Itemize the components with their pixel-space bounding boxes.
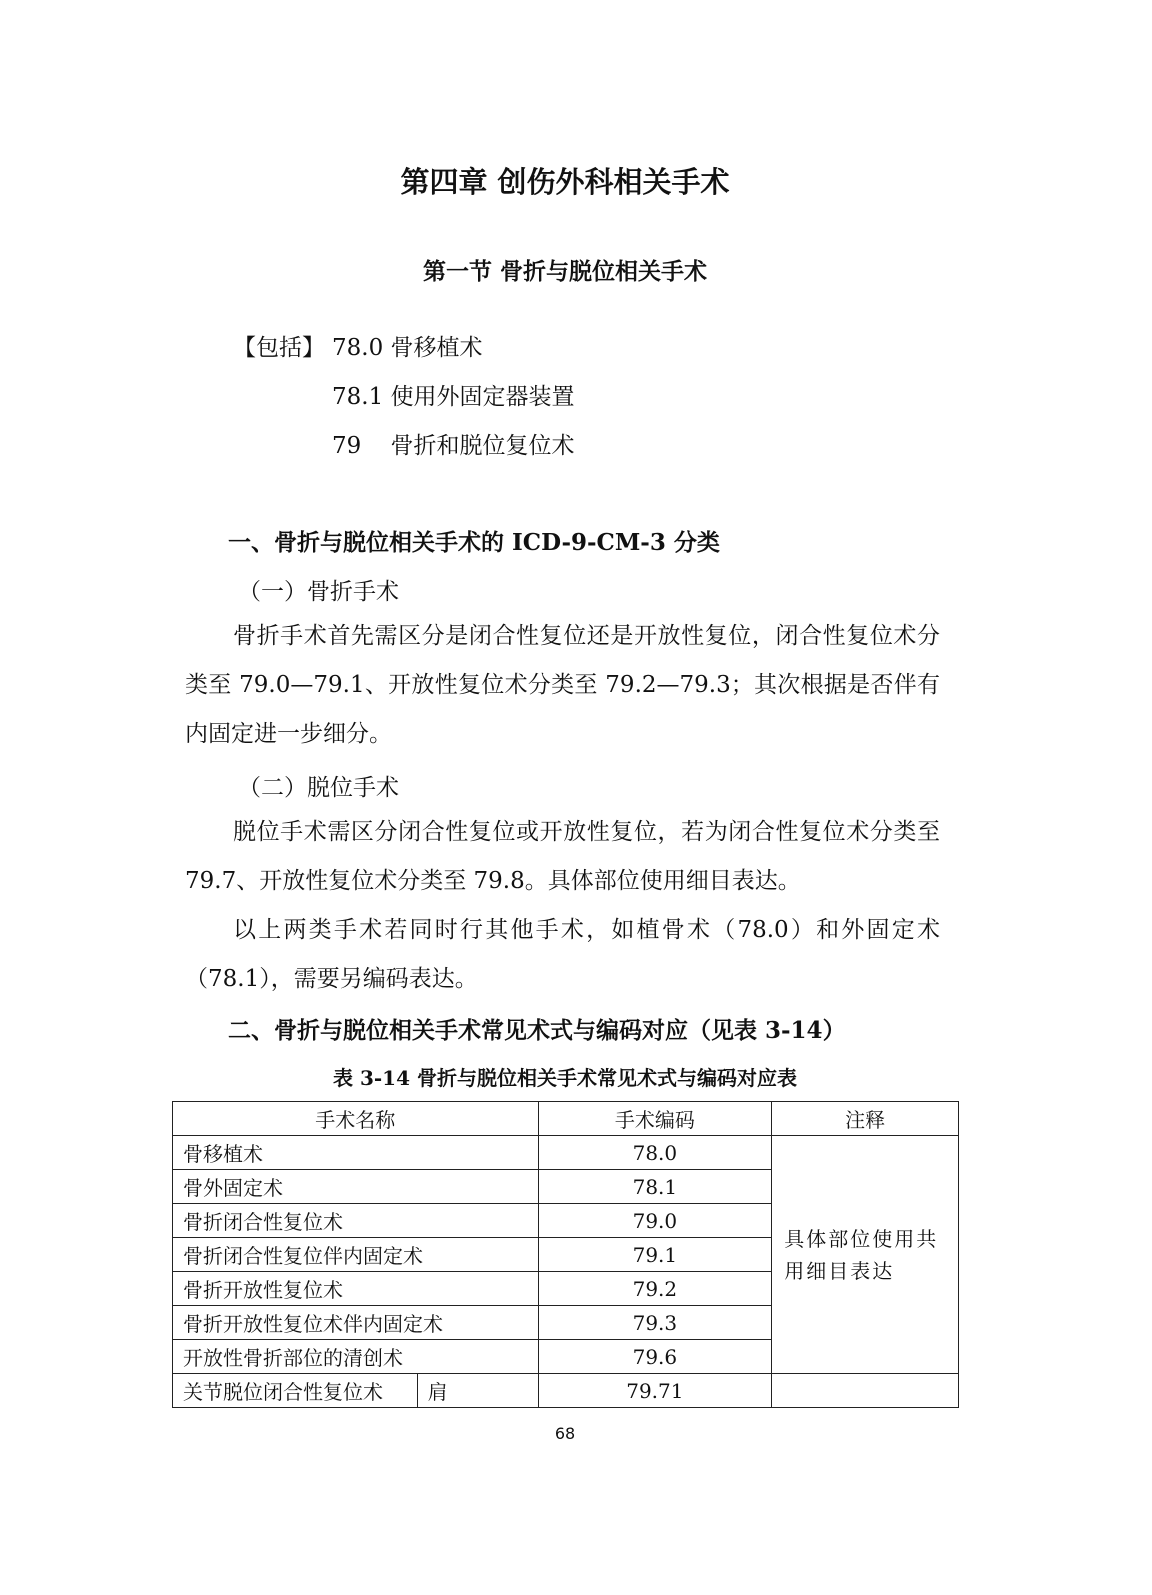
page-number: 68 xyxy=(554,1424,576,1443)
procedure-name: 骨折闭合性复位术 xyxy=(173,1204,539,1238)
subheading-dislocation: （二）脱位手术 xyxy=(238,775,399,801)
table-row xyxy=(173,1136,959,1170)
procedure-name: 骨外固定术 xyxy=(173,1170,539,1204)
procedure-code: 79.1 xyxy=(538,1238,772,1272)
procedure-code: 79.3 xyxy=(538,1306,772,1340)
note-cell-empty xyxy=(772,1374,959,1408)
section-title: 第一节 骨折与脱位相关手术 xyxy=(422,258,707,285)
table-header-row xyxy=(173,1102,959,1136)
procedure-name: 开放性骨折部位的清创术 xyxy=(173,1340,539,1374)
includes-item: 78.0 骨移植术 xyxy=(332,335,483,361)
paragraph-fracture: 骨折手术首先需区分是闭合性复位还是开放性复位，闭合性复位术分类至 79.0—79.1、开放性复位术分类至 79.2—79.3；其次根据是否伴有内固定进一步细分。 xyxy=(185,623,940,747)
procedure-code: 78.0 xyxy=(538,1136,772,1170)
includes-item: 78.1 使用外固定器装置 xyxy=(332,384,575,410)
procedure-code: 79.2 xyxy=(538,1272,772,1306)
procedure-code: 78.1 xyxy=(538,1170,772,1204)
procedure-code: 79.0 xyxy=(538,1204,772,1238)
procedure-name: 骨折开放性复位术 xyxy=(173,1272,539,1306)
header-procedure-code: 手术编码 xyxy=(538,1102,772,1136)
heading-code-mapping: 二、骨折与脱位相关手术常见术式与编码对应（见表 3-14） xyxy=(228,1017,846,1044)
procedure-part: 肩 xyxy=(417,1374,538,1408)
header-procedure-name: 手术名称 xyxy=(173,1102,539,1136)
includes-label: 【包括】 xyxy=(233,335,325,361)
heading-classification: 一、骨折与脱位相关手术的 ICD-9-CM-3 分类 xyxy=(228,529,720,556)
table-caption: 表 3-14 骨折与脱位相关手术常见术式与编码对应表 xyxy=(333,1066,797,1090)
header-note: 注释 xyxy=(772,1102,959,1136)
chapter-title: 第四章 创伤外科相关手术 xyxy=(400,165,730,199)
procedure-code: 79.71 xyxy=(538,1374,772,1408)
procedure-code-table xyxy=(172,1101,959,1408)
paragraph-other-procedures: 以上两类手术若同时行其他手术，如植骨术（78.0）和外固定术（78.1），需要另编码表达。 xyxy=(185,917,940,992)
subheading-fracture: （一）骨折手术 xyxy=(238,579,399,605)
procedure-name: 关节脱位闭合性复位术 xyxy=(173,1374,418,1408)
procedure-code: 79.6 xyxy=(538,1340,772,1374)
paragraph-dislocation: 脱位手术需区分闭合性复位或开放性复位，若为闭合性复位术分类至 79.7、开放性复位术分类至 79.8。具体部位使用细目表达。 xyxy=(185,819,940,894)
table-row xyxy=(173,1374,959,1408)
note-cell: 具体部位使用共用细目表达 xyxy=(772,1136,959,1374)
procedure-name: 骨折开放性复位术伴内固定术 xyxy=(173,1306,539,1340)
procedure-name: 骨移植术 xyxy=(173,1136,539,1170)
procedure-name: 骨折闭合性复位伴内固定术 xyxy=(173,1238,539,1272)
includes-item: 79 骨折和脱位复位术 xyxy=(332,433,575,459)
